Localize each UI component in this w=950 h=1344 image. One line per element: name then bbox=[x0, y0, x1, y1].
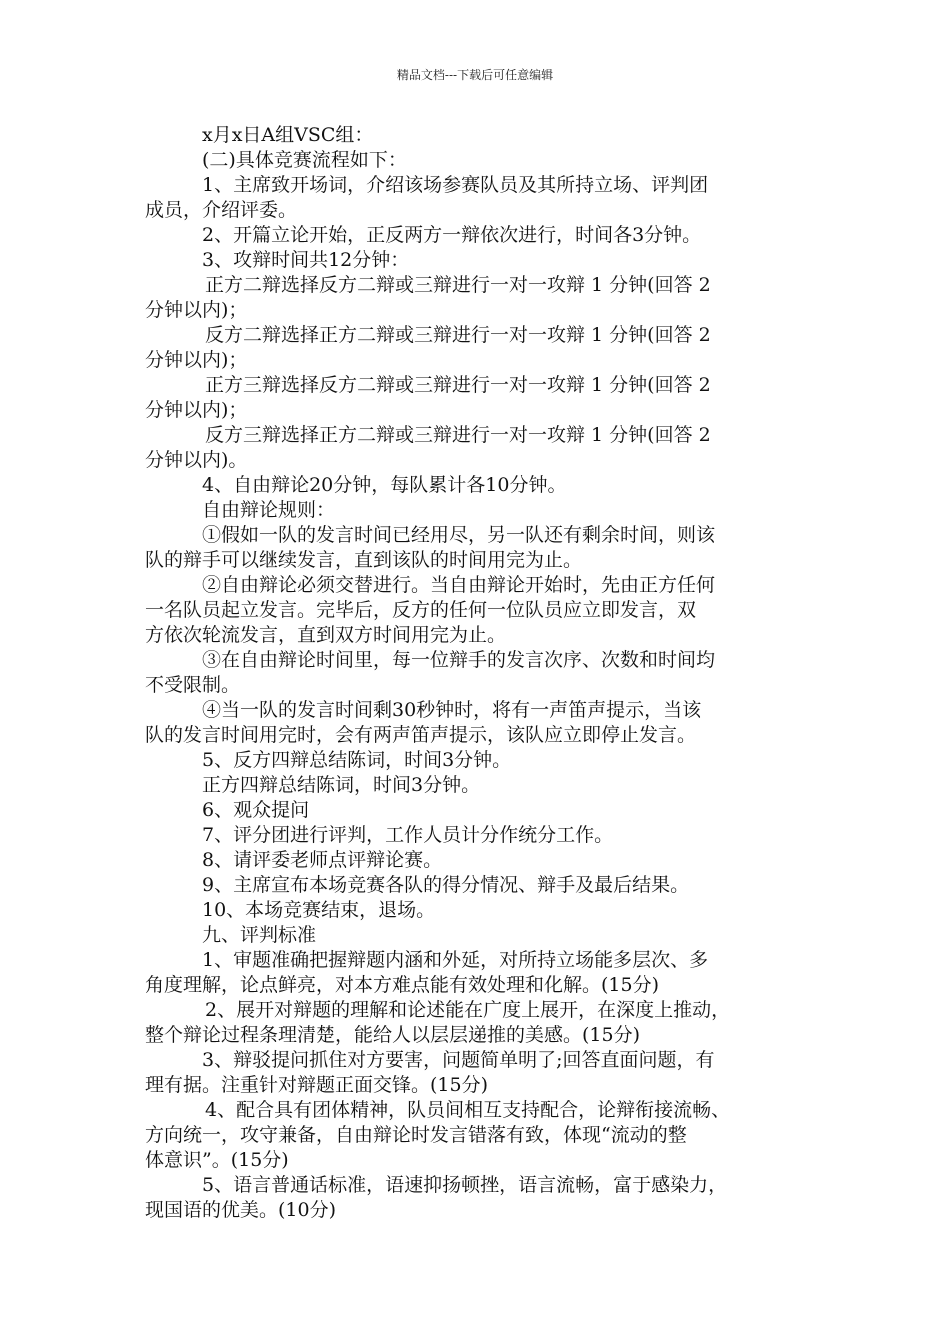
text-line: 8、请评委老师点评辩论赛。 bbox=[202, 849, 443, 871]
text-line: 现国语的优美。(10分) bbox=[145, 1199, 337, 1221]
text-line: 不受限制。 bbox=[145, 674, 241, 696]
text-line: 自由辩论规则： bbox=[202, 499, 336, 521]
text-line: 3、攻辩时间共12分钟： bbox=[202, 249, 410, 271]
text-line: ③在自由辩论时间里，每一位辩手的发言次序、次数和时间均 bbox=[202, 649, 716, 671]
text-line: 反方二辩选择正方二辩或三辩进行一对一攻辩 1 分钟(回答 2 bbox=[205, 324, 711, 346]
text-line: ①假如一队的发言时间已经用尽，另一队还有剩余时间，则该 bbox=[202, 524, 716, 546]
text-line: 1、主席致开场词，介绍该场参赛队员及其所持立场、评判团 bbox=[202, 174, 709, 196]
section-heading: 九、评判标准 bbox=[202, 924, 317, 946]
text-line: 成员，介绍评委。 bbox=[145, 199, 298, 221]
text-line: 整个辩论过程条理清楚，能给人以层层递推的美感。(15分) bbox=[145, 1024, 641, 1046]
text-line: 正方二辩选择反方二辩或三辩进行一对一攻辩 1 分钟(回答 2 bbox=[205, 274, 711, 296]
text-line: 分钟以内)； bbox=[145, 399, 248, 421]
text-line: 6、观众提问 bbox=[202, 799, 310, 821]
text-line: 体意识”。(15分) bbox=[145, 1149, 289, 1171]
text-line: 方依次轮流发言，直到双方时间用完为止。 bbox=[145, 624, 507, 646]
text-line: 9、主席宣布本场竞赛各队的得分情况、辩手及最后结果。 bbox=[202, 874, 690, 896]
text-line: (二)具体竞赛流程如下： bbox=[202, 149, 407, 171]
text-line: x月x日A组VSC组： bbox=[202, 124, 374, 146]
text-line: 分钟以内)； bbox=[145, 349, 248, 371]
text-line: 一名队员起立发言。完毕后，反方的任何一位队员应立即发言，双 bbox=[145, 599, 697, 621]
text-line: 正方三辩选择反方二辩或三辩进行一对一攻辩 1 分钟(回答 2 bbox=[205, 374, 711, 396]
text-line: 4、自由辩论20分钟，每队累计各10分钟。 bbox=[202, 474, 567, 496]
text-line: 2、开篇立论开始，正反两方一辩依次进行，时间各3分钟。 bbox=[202, 224, 702, 246]
text-line: 3、辩驳提问抓住对方要害，问题简单明了;回答直面问题，有 bbox=[202, 1049, 715, 1071]
text-line: 5、语言普通话标准，语速抑扬顿挫，语言流畅，富于感染力， bbox=[202, 1174, 728, 1196]
text-line: 5、反方四辩总结陈词，时间3分钟。 bbox=[202, 749, 512, 771]
text-line: 分钟以内)。 bbox=[145, 449, 248, 471]
text-line: 7、评分团进行评判，工作人员计分作统分工作。 bbox=[202, 824, 614, 846]
page-header: 精品文档---下载后可任意编辑 bbox=[396, 68, 554, 82]
text-line: ②自由辩论必须交替进行。当自由辩论开始时，先由正方任何 bbox=[202, 574, 716, 596]
text-line: 队的辩手可以继续发言，直到该队的时间用完为止。 bbox=[145, 549, 583, 571]
text-line: 2、展开对辩题的理解和论述能在广度上展开，在深度上推动， bbox=[205, 999, 731, 1021]
text-line: 反方三辩选择正方二辩或三辩进行一对一攻辩 1 分钟(回答 2 bbox=[205, 424, 711, 446]
text-line: 4、配合具有团体精神，队员间相互支持配合，论辩衔接流畅、 bbox=[205, 1099, 731, 1121]
text-line: 队的发言时间用完时，会有两声笛声提示，该队应立即停止发言。 bbox=[145, 724, 697, 746]
document-body bbox=[145, 123, 811, 1223]
text-line: 分钟以内)； bbox=[145, 299, 248, 321]
text-line: 角度理解，论点鲜亮，对本方难点能有效处理和化解。(15分) bbox=[145, 974, 660, 996]
text-line: 1、审题准确把握辩题内涵和外延，对所持立场能多层次、多 bbox=[202, 949, 709, 971]
text-line: 理有据。注重针对辩题正面交锋。(15分) bbox=[145, 1074, 489, 1096]
text-line: 10、本场竞赛结束，退场。 bbox=[202, 899, 436, 921]
text-line: ④当一队的发言时间剩30秒钟时，将有一声笛声提示，当该 bbox=[202, 699, 702, 721]
text-line: 正方四辩总结陈词，时间3分钟。 bbox=[202, 774, 481, 796]
text-line: 方向统一，攻守兼备，自由辩论时发言错落有致，体现“流动的整 bbox=[145, 1124, 687, 1146]
